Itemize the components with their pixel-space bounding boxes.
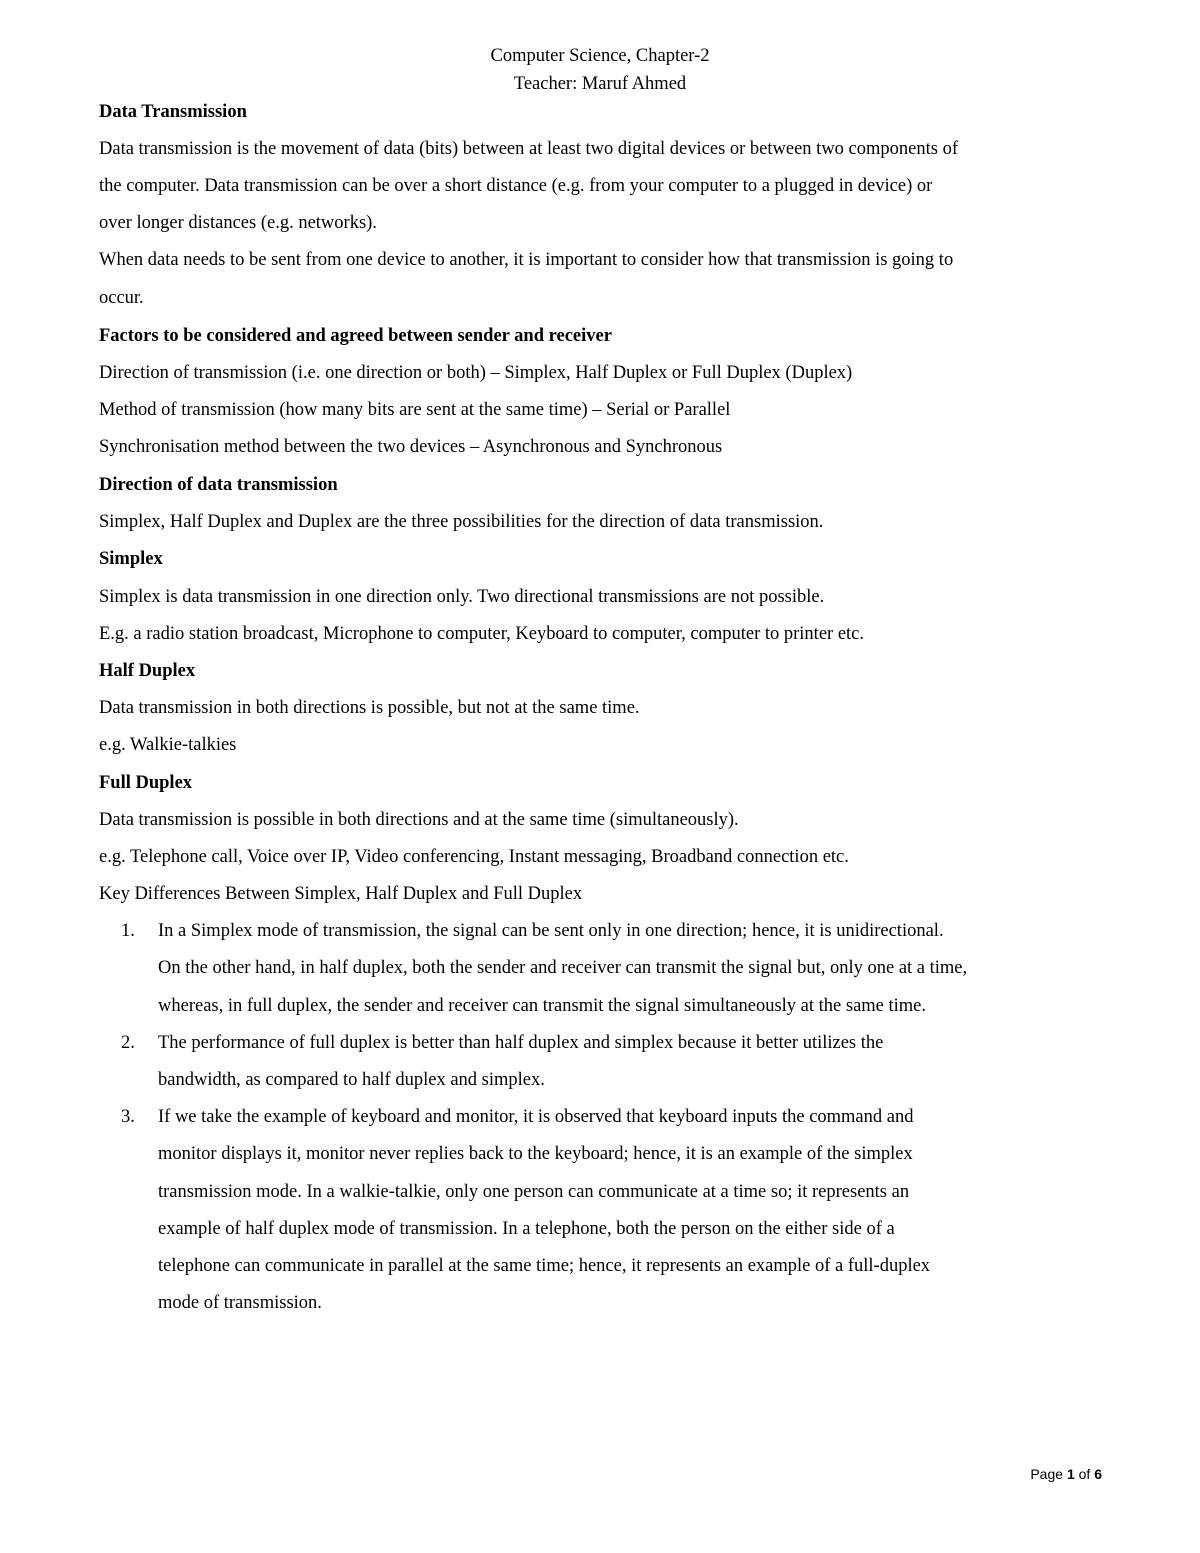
list-marker: 2. bbox=[121, 1033, 135, 1053]
paragraph-line: occur. bbox=[99, 288, 144, 308]
heading-full-duplex: Full Duplex bbox=[99, 773, 193, 793]
paragraph-line: Simplex is data transmission in one direction only. Two directional transmissions are not possible. bbox=[99, 587, 825, 607]
list-marker: 1. bbox=[121, 921, 135, 941]
list-item-line: If we take the example of keyboard and monitor, it is observed that keyboard inputs the command and bbox=[158, 1107, 914, 1127]
page-number bbox=[1030, 1464, 1102, 1484]
list-item-line: bandwidth, as compared to half duplex and simplex. bbox=[158, 1070, 545, 1090]
page-word: Page bbox=[1030, 1466, 1064, 1482]
paragraph-line: Synchronisation method between the two devices – Asynchronous and Synchronous bbox=[99, 437, 723, 457]
paragraph-line: When data needs to be sent from one device to another, it is important to consider how that transmission is going to bbox=[99, 250, 954, 270]
list-item-line: transmission mode. In a walkie-talkie, only one person can communicate at a time so; it represents an bbox=[158, 1182, 910, 1202]
list-item-line: whereas, in full duplex, the sender and receiver can transmit the signal simultaneously at the same time. bbox=[158, 996, 927, 1016]
list-item-line: mode of transmission. bbox=[158, 1293, 322, 1313]
heading-factors: Factors to be considered and agreed between sender and receiver bbox=[99, 326, 612, 346]
paragraph-line: e.g. Telephone call, Voice over IP, Video conferencing, Instant messaging, Broadband connection etc. bbox=[99, 847, 849, 867]
paragraph-line: e.g. Walkie-talkies bbox=[99, 735, 237, 755]
paragraph-line: Simplex, Half Duplex and Duplex are the three possibilities for the direction of data transmission. bbox=[99, 512, 824, 532]
list-item-line: monitor displays it, monitor never replies back to the keyboard; hence, it is an example of the simplex bbox=[158, 1144, 913, 1164]
list-item-line: telephone can communicate in parallel at the same time; hence, it represents an example of a full-duplex bbox=[158, 1256, 931, 1276]
page-total: 6 bbox=[1094, 1466, 1102, 1482]
document-title: Computer Science, Chapter-2 bbox=[490, 46, 710, 66]
page-current: 1 bbox=[1066, 1466, 1075, 1482]
paragraph-line: Method of transmission (how many bits are sent at the same time) – Serial or Parallel bbox=[99, 400, 731, 420]
paragraph-line: Data transmission is the movement of data (bits) between at least two digital devices or between two components of bbox=[99, 139, 958, 159]
paragraph-line: Data transmission in both directions is possible, but not at the same time. bbox=[99, 698, 640, 718]
list-item-line: In a Simplex mode of transmission, the signal can be sent only in one direction; hence, it is unidirectional. bbox=[158, 921, 944, 941]
teacher-line: Teacher: Maruf Ahmed bbox=[513, 74, 687, 94]
paragraph-line: E.g. a radio station broadcast, Microphone to computer, Keyboard to computer, computer to printer etc. bbox=[99, 624, 865, 644]
list-marker: 3. bbox=[121, 1107, 135, 1127]
list-item-line: The performance of full duplex is better than half duplex and simplex because it better utilizes the bbox=[158, 1033, 884, 1053]
paragraph-line: over longer distances (e.g. networks). bbox=[99, 213, 377, 233]
of-word: of bbox=[1078, 1466, 1091, 1482]
list-item-line: example of half duplex mode of transmission. In a telephone, both the person on the either side of a bbox=[158, 1219, 895, 1239]
heading-key-differences: Key Differences Between Simplex, Half Duplex and Full Duplex bbox=[99, 884, 583, 904]
heading-half-duplex: Half Duplex bbox=[99, 661, 196, 681]
heading-direction: Direction of data transmission bbox=[99, 475, 338, 495]
heading-data-transmission: Data Transmission bbox=[99, 102, 247, 122]
paragraph-line: Direction of transmission (i.e. one direction or both) – Simplex, Half Duplex or Full Duplex (Duplex) bbox=[99, 363, 853, 383]
heading-simplex: Simplex bbox=[99, 549, 163, 569]
paragraph-line: the computer. Data transmission can be over a short distance (e.g. from your computer to a plugged in device) or bbox=[99, 176, 933, 196]
list-item-line: On the other hand, in half duplex, both the sender and receiver can transmit the signal but, only one at a time, bbox=[158, 958, 968, 978]
paragraph-line: Data transmission is possible in both directions and at the same time (simultaneously). bbox=[99, 810, 739, 830]
